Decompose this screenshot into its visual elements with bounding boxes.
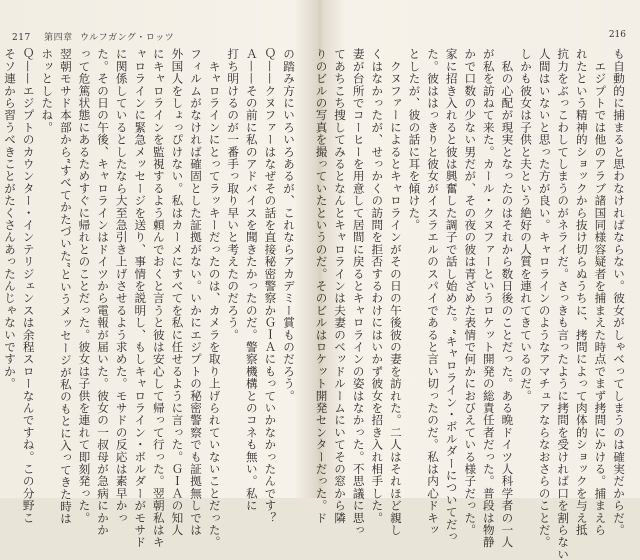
page-number: 216 bbox=[608, 30, 626, 40]
text-column bbox=[0, 48, 1, 478]
text-column: が私を訪ねて来た。カール・クヌファーというロケット開発の総責任者だった。普段は物静 bbox=[481, 48, 496, 549]
page-number: 217 bbox=[12, 33, 31, 43]
text-column: に関係しているとしたなら大至急引き上げさせるよう求めた。モサドの反応は素早かっ bbox=[114, 48, 129, 524]
text-column: りのビルの写真を撮っていたというのだ。そのビルはロケット開発センターだった。ド bbox=[314, 48, 329, 524]
text-column: 抗力をぶっこわしてしまうのがネライだ。さっきも言ったように拷問を受ければ口を割らない bbox=[556, 48, 571, 560]
text-column: Ａ——その前に私のアドバイスを聞きたかったのだ。警察機構とのコネも無い。私に bbox=[244, 48, 259, 512]
text-column: フィルムがなければ確固とした証拠がない。いかにエジプトの秘密警察でも証拠無しでは bbox=[189, 48, 204, 536]
text-column: も自動的に捕まると思わなければならない。彼女がしゃべってしまうのは確実だからだ。 bbox=[612, 48, 626, 536]
text-column: としたが、彼の話に耳を傾けた。 bbox=[407, 48, 422, 231]
body-text bbox=[314, 48, 628, 560]
text-column: Ｑ——クヌファーはなぜその話を直接秘密警察かＧＩＡにもっていかなかったんです？ bbox=[263, 48, 278, 524]
text-column: エジプトでは他のアラブ諸国同様容疑者を捕まえた時点でまず拷問にかける。捕まえら bbox=[593, 48, 608, 536]
text-column: Ｑ——エジプトのカウンター・インテリジェンスは余程スローなんですね。この分野こ bbox=[21, 48, 36, 524]
text-column: ホッとしたね。 bbox=[40, 48, 55, 134]
text-column: かで口数の少ない男だが、その夜の彼は青ざめた表情で何かにおびえている様子だった。 bbox=[463, 48, 478, 536]
text-column: 人間はいないと思った方が良い。キャロラインのようなアマチュアならなおさらのことだ。 bbox=[537, 48, 552, 549]
text-column: 外国人をしょっぴけない。私はカーメにすべてを私に任せるように言った。ＧＩＡの知人 bbox=[170, 48, 185, 536]
text-column: ャロラインに緊急メッセージを送り、事情を説明し、もしキャロライン・ボルダーがモサド bbox=[133, 48, 148, 549]
text-column: の踏み方にいろいろあるが、これならアカデミー賞ものだろう。 bbox=[282, 48, 296, 402]
text-column: くはなかったが、せっかくの訪問を拒否するわけにはいかず彼女を招き入れ相手した。 bbox=[370, 48, 385, 524]
text-column: 私の心配が現実となったのはそれから数日後のことだった。ある晩ドイツ人科学者の一人 bbox=[500, 48, 515, 549]
text-column: た。その日の午後、キャロラインはドイツから電報が届いた。彼女の一叔母が急病にかか bbox=[96, 48, 111, 536]
right-page bbox=[314, 0, 640, 560]
text-column: って危篤状態にあるためすぐに帰れとのことだった。彼女は子供を連れて即刻発った。 bbox=[77, 48, 92, 524]
text-column: 翌朝モサド本部から“すべてかたづいた”というメッセージが私のもとに入ってきた時は bbox=[58, 48, 73, 525]
chapter-label: 第四章 bbox=[44, 33, 73, 43]
text-column: てあちこち捜してみるとなんとキャロラインは夫妻のベッドルームにいてその窓から隣 bbox=[333, 48, 348, 524]
text-column: 妻が台所でコーヒーを用意して居間に戻るとキャロラインの姿はなかった。不思議に思っ bbox=[351, 48, 366, 536]
left-page bbox=[0, 0, 318, 549]
text-column: れたという精神的ショックから抜け切らぬうちに、拷問によって肉体的ショックを与え抵 bbox=[574, 48, 589, 536]
text-column: た。彼ははっきりと彼女がイスラエルのスパイであると言い切ったのだ。私は内心ドキッ bbox=[426, 48, 441, 536]
text-column: キャロラインにとってラッキーだったのは、カメラを取り上げられていないことだった。 bbox=[207, 48, 222, 549]
text-column: 家に招き入れると彼は興奮した調子で話し始めた。“キャロライン・ボルダーについてだっ bbox=[444, 48, 459, 543]
text-column: しかも彼女は子供と夫という絶好の人質を連れてきているのだ。 bbox=[519, 48, 534, 402]
text-column: クヌファーによるとキャロラインがその日の午後彼の妻を訪れた。二人はそれほど親し bbox=[388, 48, 403, 536]
chapter-title: ウルフガング・ロッツ bbox=[79, 33, 175, 43]
text-column: そソ連から習うべきことがたくさんあったんじゃないですか。 bbox=[3, 48, 18, 390]
body-text bbox=[3, 48, 298, 549]
running-header bbox=[12, 30, 174, 43]
text-column: 打ち明けるのが一番手っ取り早いと考えたのだろう。 bbox=[226, 48, 241, 341]
text-column: にキャロラインを監視するよう頼んでおくと言うと彼は安心して帰って行った。翌朝私はキ bbox=[151, 48, 166, 549]
